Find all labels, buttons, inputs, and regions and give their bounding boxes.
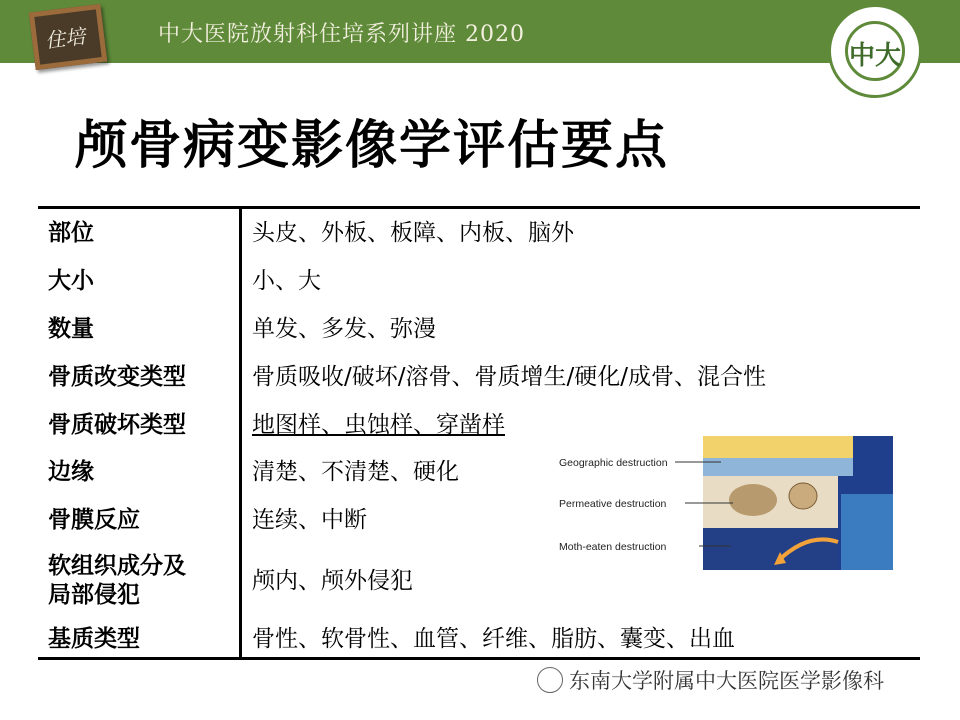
logo-glyph: 中大 (848, 41, 901, 71)
wechat-icon (537, 667, 563, 693)
row-category-line1: 软组织成分及 (48, 553, 186, 579)
evaluation-table (38, 206, 920, 660)
banner-title: 中大医院放射科住培系列讲座 2020 (158, 22, 525, 47)
row-category: 部位 (48, 220, 94, 246)
label-geographic: Geographic destruction (559, 457, 668, 469)
bone-destruction-illustration (553, 434, 893, 572)
illustration-permeative-lesion (729, 484, 777, 516)
row-value: 颅内、颅外侵犯 (252, 568, 413, 594)
chalkboard-text: 住培 (43, 24, 87, 53)
row-category-line2: 局部侵犯 (48, 582, 140, 608)
illustration-scalp-layer (703, 436, 853, 458)
hospital-logo (828, 4, 922, 98)
row-category: 骨质破坏类型 (48, 412, 186, 438)
row-value: 连续、中断 (252, 507, 367, 533)
column-divider (239, 209, 242, 657)
row-value: 单发、多发、弥漫 (252, 316, 436, 342)
row-category: 大小 (48, 268, 94, 294)
row-category: 基质类型 (48, 626, 140, 652)
row-value: 清楚、不清楚、硬化 (252, 459, 459, 485)
slide-title: 颅骨病变影像学评估要点 (75, 116, 670, 176)
logo-inner-ring (845, 21, 905, 81)
label-permeative: Permeative destruction (559, 498, 667, 510)
label-moth-eaten: Moth-eaten destruction (559, 541, 667, 553)
row-category: 骨质改变类型 (48, 364, 186, 390)
row-value: 骨性、软骨性、血管、纤维、脂肪、囊变、出血 (252, 626, 735, 652)
row-category: 边缘 (48, 459, 94, 485)
row-category: 骨膜反应 (48, 507, 140, 533)
illustration-geographic-lesion (789, 483, 817, 509)
row-category: 数量 (48, 316, 94, 342)
illustration-side-panel (841, 494, 893, 570)
row-value: 骨质吸收/破坏/溶骨、骨质增生/硬化/成骨、混合性 (252, 364, 766, 390)
chalkboard-icon (29, 4, 108, 70)
illustration-inner-layer (703, 528, 838, 570)
illustration-outer-table (703, 458, 853, 476)
row-value: 头皮、外板、板障、内板、脑外 (252, 220, 574, 246)
row-value: 地图样、虫蚀样、穿凿样 (252, 412, 505, 438)
watermark-text: 东南大学附属中大医院医学影像科 (569, 669, 884, 693)
row-value: 小、大 (252, 268, 321, 294)
